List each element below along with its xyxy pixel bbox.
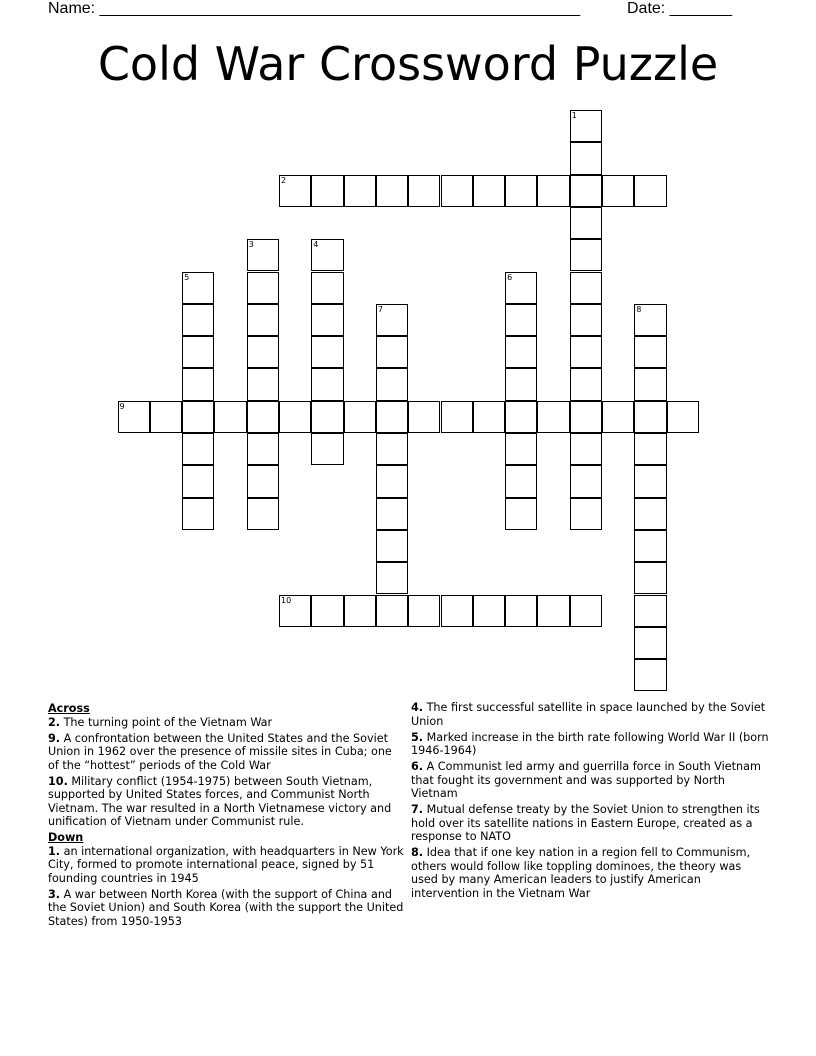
crossword-cell[interactable] xyxy=(376,433,408,465)
crossword-cell[interactable] xyxy=(182,465,214,497)
crossword-cell[interactable] xyxy=(311,595,343,627)
crossword-cell[interactable] xyxy=(602,175,634,207)
name-line: Name: ______________________________________________________ xyxy=(48,0,581,17)
across-heading: Across xyxy=(48,702,90,715)
crossword-cell[interactable] xyxy=(505,368,537,400)
clue-number-label: 10 xyxy=(281,595,292,605)
crossword-cell[interactable] xyxy=(376,175,408,207)
clue-item xyxy=(411,846,771,900)
clue-text: The first successful satellite in space launched by the Soviet Union xyxy=(411,701,766,728)
crossword-cell[interactable] xyxy=(667,401,699,433)
clues-right-column xyxy=(411,701,771,903)
crossword-cell[interactable] xyxy=(634,175,666,207)
crossword-cell[interactable] xyxy=(344,595,376,627)
crossword-cell[interactable] xyxy=(570,595,602,627)
crossword-cell[interactable] xyxy=(473,175,505,207)
clue-item xyxy=(48,775,406,829)
crossword-cell[interactable] xyxy=(279,175,311,207)
crossword-cell[interactable] xyxy=(311,272,343,304)
crossword-cell[interactable] xyxy=(441,595,473,627)
crossword-cell[interactable] xyxy=(570,239,602,271)
crossword-cell[interactable] xyxy=(634,465,666,497)
crossword-cell[interactable] xyxy=(602,401,634,433)
crossword-cell[interactable] xyxy=(634,498,666,530)
clue-text: Mutual defense treaty by the Soviet Union to strengthen its hold over its satellite nations in Eastern Europe, created as a response to NATO xyxy=(411,803,760,844)
crossword-cell[interactable] xyxy=(376,304,408,336)
crossword-cell[interactable] xyxy=(247,465,279,497)
clue-number-label: 4 xyxy=(313,240,319,250)
crossword-cell[interactable] xyxy=(182,304,214,336)
clue-text: A Communist led army and guerrilla force in South Vietnam that fought its government and was supported by North Vietnam xyxy=(411,760,761,801)
clue-number: 10. xyxy=(48,774,68,788)
crossword-cell[interactable] xyxy=(182,498,214,530)
crossword-cell[interactable] xyxy=(570,465,602,497)
page-title: Cold War Crossword Puzzle xyxy=(97,37,719,91)
clue-number: 6. xyxy=(411,760,424,774)
crossword-cell[interactable] xyxy=(441,401,473,433)
clue-number: 1. xyxy=(48,844,61,858)
crossword-cell[interactable] xyxy=(505,304,537,336)
crossword-cell[interactable] xyxy=(537,175,569,207)
crossword-cell[interactable] xyxy=(311,304,343,336)
crossword-cell[interactable] xyxy=(311,433,343,465)
clue-item xyxy=(48,716,406,730)
crossword-cell[interactable] xyxy=(311,401,343,433)
crossword-cell[interactable] xyxy=(570,142,602,174)
clue-item xyxy=(411,701,771,728)
clue-text: A war between North Korea (with the support of China and the Soviet Union) and South Korea (with the support the United States) from 1950-1953 xyxy=(48,887,404,928)
clue-number: 3. xyxy=(48,887,61,901)
clue-number-label: 1 xyxy=(571,111,577,120)
crossword-cell[interactable] xyxy=(247,368,279,400)
crossword-cell[interactable] xyxy=(634,401,666,433)
crossword-cell[interactable] xyxy=(537,401,569,433)
crossword-cell[interactable] xyxy=(473,401,505,433)
crossword-cell[interactable] xyxy=(634,304,666,336)
crossword-cell[interactable] xyxy=(279,401,311,433)
crossword-cell[interactable] xyxy=(247,498,279,530)
clue-text: The turning point of the Vietnam War xyxy=(60,715,273,729)
crossword-cell[interactable] xyxy=(311,239,343,271)
clue-number-label: 6 xyxy=(507,272,513,282)
crossword-cell[interactable] xyxy=(376,401,408,433)
crossword-cell[interactable] xyxy=(311,368,343,400)
clue-text: Military conflict (1954-1975) between South Vietnam, supported by United States forces, and Communist North Vietnam. The war resulted in a North Vietnamese victory and unification of Vietnam under Communist rule. xyxy=(48,774,392,829)
clue-item xyxy=(48,732,406,773)
clue-number: 7. xyxy=(411,803,424,817)
crossword-cell[interactable] xyxy=(182,336,214,368)
crossword-cell[interactable] xyxy=(505,498,537,530)
crossword-cell[interactable] xyxy=(182,401,214,433)
crossword-cell[interactable] xyxy=(570,336,602,368)
crossword-cell[interactable] xyxy=(634,433,666,465)
crossword-cell[interactable] xyxy=(376,562,408,594)
down-clue-list-continued xyxy=(411,701,771,900)
clues-left-column xyxy=(48,702,406,931)
crossword-cell[interactable] xyxy=(505,175,537,207)
crossword-cell[interactable] xyxy=(505,336,537,368)
crossword-cell[interactable] xyxy=(570,272,602,304)
crossword-cell[interactable] xyxy=(182,272,214,304)
clue-item xyxy=(411,803,771,844)
crossword-cell[interactable] xyxy=(570,207,602,239)
crossword-cell[interactable] xyxy=(214,401,246,433)
crossword-cell[interactable] xyxy=(634,562,666,594)
clue-text: A confrontation between the United States and the Soviet Union in 1962 over the presence of missile sites in Cuba; one of the “hottest” periods of the Cold War xyxy=(48,731,392,772)
clue-number: 5. xyxy=(411,730,424,744)
crossword-cell[interactable] xyxy=(376,336,408,368)
crossword-cell[interactable] xyxy=(505,433,537,465)
crossword-cell[interactable] xyxy=(247,239,279,271)
crossword-cell[interactable] xyxy=(537,595,569,627)
clue-number-label: 7 xyxy=(377,304,383,314)
crossword-cell[interactable] xyxy=(376,595,408,627)
crossword-cell[interactable] xyxy=(344,175,376,207)
crossword-cell[interactable] xyxy=(634,659,666,691)
clue-text: an international organization, with headquarters in New York City, formed to promote international peace, signed by 51 founding countries in 1945 xyxy=(48,844,404,885)
clue-number-label: 2 xyxy=(281,175,287,185)
crossword-cell[interactable] xyxy=(247,272,279,304)
crossword-cell[interactable] xyxy=(311,175,343,207)
crossword-cell[interactable] xyxy=(570,175,602,207)
crossword-cell[interactable] xyxy=(473,595,505,627)
clue-number-label: 5 xyxy=(184,272,190,282)
crossword-cell[interactable] xyxy=(505,465,537,497)
clue-text: Idea that if one key nation in a region fell to Communism, others would follow like toppling dominoes, the theory was used by many American leaders to justify American intervention in the Vietnam War xyxy=(411,846,751,900)
crossword-cell[interactable] xyxy=(376,368,408,400)
down-clue-list xyxy=(48,845,406,929)
down-heading: Down xyxy=(48,831,84,845)
crossword-cell[interactable] xyxy=(570,498,602,530)
clue-item xyxy=(48,888,406,929)
clue-number-label: 9 xyxy=(119,401,125,411)
crossword-cell[interactable] xyxy=(376,498,408,530)
crossword-cell[interactable] xyxy=(247,304,279,336)
crossword-cell[interactable] xyxy=(505,272,537,304)
crossword-cell[interactable] xyxy=(311,336,343,368)
date-line: Date: _______ xyxy=(627,0,732,17)
crossword-cell[interactable] xyxy=(408,401,440,433)
crossword-cell[interactable] xyxy=(570,304,602,336)
clue-text: Marked increase in the birth rate following World War II (born 1946-1964) xyxy=(411,730,769,758)
crossword-cell[interactable] xyxy=(182,433,214,465)
crossword-cell[interactable] xyxy=(376,465,408,497)
clue-item xyxy=(411,731,771,758)
crossword-cell[interactable] xyxy=(634,595,666,627)
crossword-cell[interactable] xyxy=(376,530,408,562)
crossword-cell[interactable] xyxy=(150,401,182,433)
crossword-cell[interactable] xyxy=(634,336,666,368)
clue-item xyxy=(48,845,406,886)
crossword-cell[interactable] xyxy=(570,433,602,465)
clue-number: 9. xyxy=(48,731,61,745)
crossword-cell[interactable] xyxy=(118,401,150,433)
crossword-cell[interactable] xyxy=(182,368,214,400)
crossword-cell[interactable] xyxy=(408,175,440,207)
crossword-cell[interactable] xyxy=(279,595,311,627)
crossword-cell[interactable] xyxy=(505,595,537,627)
clue-number: 8. xyxy=(411,846,424,860)
crossword-cell[interactable] xyxy=(505,401,537,433)
crossword-cell[interactable] xyxy=(570,368,602,400)
crossword-cell[interactable] xyxy=(247,336,279,368)
clue-number: 4. xyxy=(411,701,424,714)
crossword-cell[interactable] xyxy=(634,530,666,562)
clue-number-label: 3 xyxy=(248,240,254,250)
clue-item xyxy=(411,760,771,801)
clue-number-label: 8 xyxy=(636,304,642,314)
clue-number: 2. xyxy=(48,715,61,729)
crossword-cell[interactable] xyxy=(247,433,279,465)
crossword-cell[interactable] xyxy=(441,175,473,207)
crossword-cell[interactable] xyxy=(570,401,602,433)
crossword-cell[interactable] xyxy=(570,110,602,142)
across-clue-list xyxy=(48,716,406,829)
crossword-cell[interactable] xyxy=(247,401,279,433)
crossword-cell[interactable] xyxy=(408,595,440,627)
crossword-cell[interactable] xyxy=(634,368,666,400)
crossword-cell[interactable] xyxy=(634,627,666,659)
crossword-cell[interactable] xyxy=(344,401,376,433)
